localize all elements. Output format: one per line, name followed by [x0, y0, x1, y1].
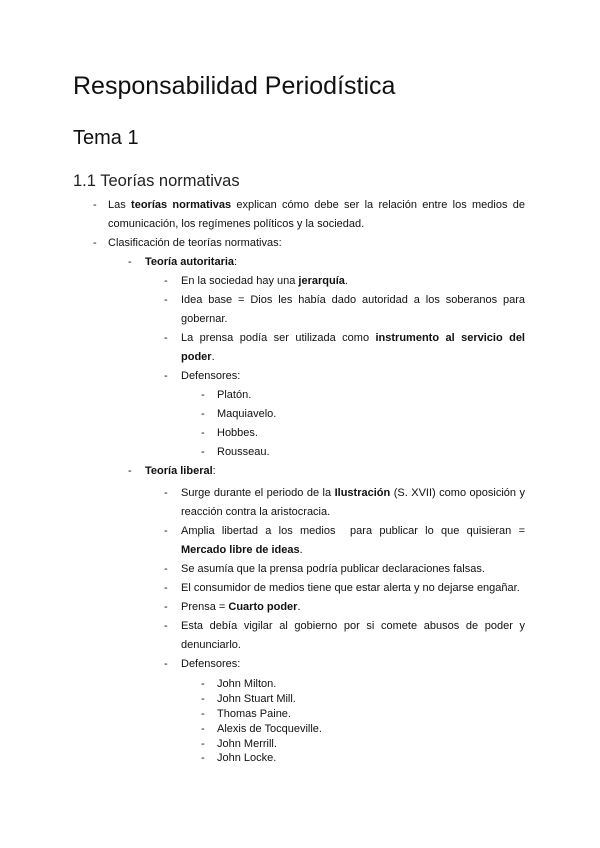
classification-line: Clasificación de teorías normativas: — [108, 237, 282, 249]
bullet-dash: - — [201, 693, 205, 705]
defender-item: John Milton. — [217, 678, 277, 690]
bullet-dash: - — [164, 563, 168, 575]
defender-item: Hobbes. — [217, 427, 258, 439]
authoritarian-item-2-line-2: gobernar. — [181, 313, 228, 325]
bullet-dash: - — [93, 199, 97, 211]
defender-item: John Merrill. — [217, 738, 277, 750]
defender-item: Maquiavelo. — [217, 408, 277, 420]
bullet-dash: - — [164, 658, 168, 670]
bullet-dash: - — [164, 487, 168, 499]
authoritarian-defenders-label: Defensores: — [181, 370, 241, 382]
bullet-dash: - — [93, 237, 97, 249]
authoritarian-item-3-line-1: La prensa podía ser utilizada como instrumento al servicio del — [181, 332, 525, 344]
defender-item: John Stuart Mill. — [217, 693, 296, 705]
defender-item: Rousseau. — [217, 446, 270, 458]
bullet-dash: - — [164, 620, 168, 632]
liberal-defenders-label: Defensores: — [181, 658, 241, 670]
defender-item: John Locke. — [217, 752, 277, 764]
bullet-dash: - — [128, 256, 132, 268]
heading-teorias-normativas: 1.1 Teorías normativas — [73, 172, 240, 190]
bullet-dash: - — [164, 332, 168, 344]
liberal-item-1-line-1: Surge durante el periodo de la Ilustración (S. XVII) como oposición y — [181, 487, 525, 499]
authoritarian-item-1: En la sociedad hay una jerarquía. — [181, 275, 348, 287]
bullet-dash: - — [201, 427, 205, 439]
intro-line-2: comunicación, los regímenes políticos y la sociedad. — [108, 218, 365, 230]
bullet-dash: - — [164, 525, 168, 537]
defender-item: Platón. — [217, 389, 252, 401]
liberal-item-5: Prensa = Cuarto poder. — [181, 601, 301, 613]
document-title: Responsabilidad Periodística — [73, 72, 396, 100]
bullet-dash: - — [201, 446, 205, 458]
bullet-dash: - — [201, 738, 205, 750]
intro-line-1: Las teorías normativas explican cómo debe ser la relación entre los medios de — [108, 199, 526, 211]
bullet-dash: - — [201, 408, 205, 420]
bullet-dash: - — [201, 723, 205, 735]
bullet-dash: - — [164, 370, 168, 382]
bullet-dash: - — [201, 752, 205, 764]
bullet-dash: - — [164, 294, 168, 306]
heading-tema-1: Tema 1 — [73, 127, 139, 149]
bullet-dash: - — [201, 678, 205, 690]
liberal-heading: Teoría liberal: — [145, 465, 216, 477]
authoritarian-item-2-line-1: Idea base = Dios les había dado autoridad a los soberanos para — [181, 294, 525, 306]
liberal-item-2-line-2: Mercado libre de ideas. — [181, 544, 303, 556]
defender-item: Alexis de Tocqueville. — [217, 723, 322, 735]
authoritarian-item-3-line-2: poder. — [181, 351, 215, 363]
bullet-dash: - — [164, 601, 168, 613]
bullet-dash: - — [128, 465, 132, 477]
liberal-item-6-line-1: Esta debía vigilar al gobierno por si comete abusos de poder y — [181, 620, 525, 632]
liberal-item-1-line-2: reacción contra la aristocracia. — [181, 506, 331, 518]
bullet-dash: - — [201, 708, 205, 720]
bullet-dash: - — [201, 389, 205, 401]
liberal-item-4: El consumidor de medios tiene que estar alerta y no dejarse engañar. — [181, 582, 520, 594]
liberal-item-3: Se asumía que la prensa podría publicar declaraciones falsas. — [181, 563, 485, 575]
bullet-dash: - — [164, 582, 168, 594]
bullet-dash: - — [164, 275, 168, 287]
liberal-item-6-line-2: denunciarlo. — [181, 639, 241, 651]
liberal-item-2-line-1: Amplia libertad a los medios para publicar lo que quisieran = — [181, 525, 525, 537]
authoritarian-heading: Teoría autoritaria: — [145, 256, 238, 268]
defender-item: Thomas Paine. — [217, 708, 291, 720]
